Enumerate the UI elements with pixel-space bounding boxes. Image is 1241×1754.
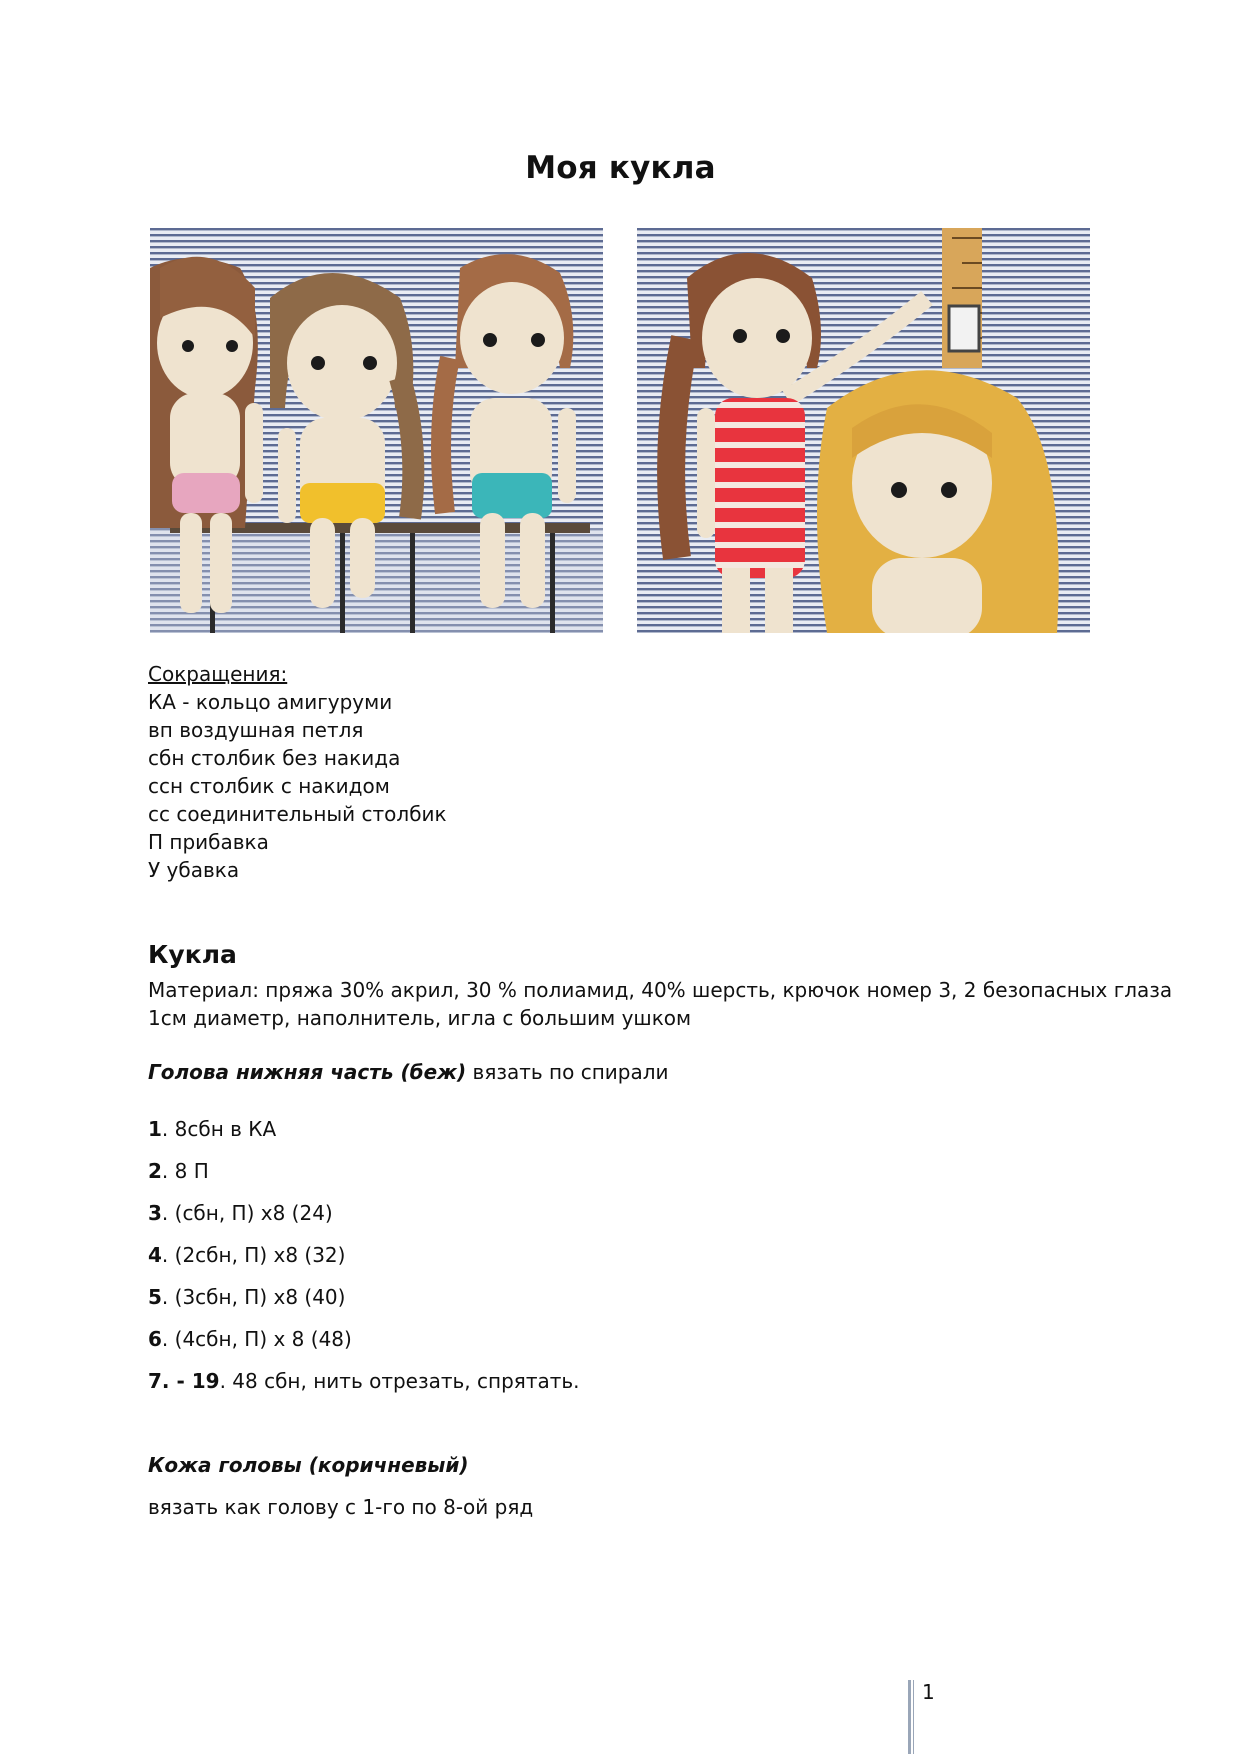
scalp-note: вязать как голову с 1-го по 8-ой ряд	[148, 1495, 534, 1519]
pattern-row	[148, 1325, 352, 1353]
row-text: . (3сбн, П) х8 (40)	[161, 1285, 346, 1309]
row-text: . (сбн, П) х8 (24)	[161, 1201, 333, 1225]
row-number: 2	[148, 1159, 162, 1183]
head-lower-heading	[148, 1058, 669, 1086]
pattern-row	[148, 1367, 580, 1395]
abbreviation-item: сс соединительный столбик	[148, 802, 447, 826]
head-lower-note: вязать по спирали	[466, 1060, 669, 1084]
row-text: . (4сбн, П) х 8 (48)	[161, 1327, 352, 1351]
pattern-row	[148, 1157, 209, 1185]
material-line-1: Материал: пряжа 30% акрил, 30 % полиамид, 40% шерсть, крючок номер 3, 2 безопасных глаза	[148, 978, 1173, 1002]
footer-divider	[908, 1680, 911, 1754]
row-number: 3	[148, 1201, 162, 1225]
three-dolls-sitting-photo	[150, 228, 603, 633]
abbreviations-heading: Сокращения:	[148, 662, 288, 686]
row-number: 7. - 19	[148, 1369, 220, 1393]
pattern-row	[148, 1283, 345, 1311]
row-number: 6	[148, 1327, 162, 1351]
row-text: . 48 сбн, нить отрезать, спрятать.	[219, 1369, 580, 1393]
pattern-row	[148, 1199, 333, 1227]
row-text: . (2сбн, П) х8 (32)	[161, 1243, 346, 1267]
row-number: 5	[148, 1285, 162, 1309]
document-title: Моя кукла	[525, 150, 716, 186]
row-text: . 8 П	[161, 1159, 209, 1183]
material-line-2: 1см диаметр, наполнитель, игла с большим ушком	[148, 1006, 692, 1030]
abbreviation-item: сбн столбик без накида	[148, 746, 401, 770]
scalp-heading: Кожа головы (коричневый)	[148, 1453, 469, 1477]
row-number: 1	[148, 1117, 162, 1141]
row-text: . 8сбн в КА	[161, 1117, 277, 1141]
head-lower-title: Голова нижняя часть (беж)	[148, 1060, 467, 1084]
footer-divider-thin	[913, 1680, 914, 1754]
abbreviation-item: У убавка	[148, 858, 240, 882]
pattern-row	[148, 1115, 276, 1143]
abbreviation-item: ссн столбик с накидом	[148, 774, 390, 798]
page-number: 1	[922, 1680, 935, 1704]
pattern-row	[148, 1241, 345, 1269]
abbreviation-item: П прибавка	[148, 830, 269, 854]
row-number: 4	[148, 1243, 162, 1267]
abbreviation-item: вп воздушная петля	[148, 718, 364, 742]
abbreviation-item: КА - кольцо амигуруми	[148, 690, 393, 714]
two-dolls-ruler-photo	[637, 228, 1090, 633]
section-title-doll: Кукла	[148, 940, 237, 969]
